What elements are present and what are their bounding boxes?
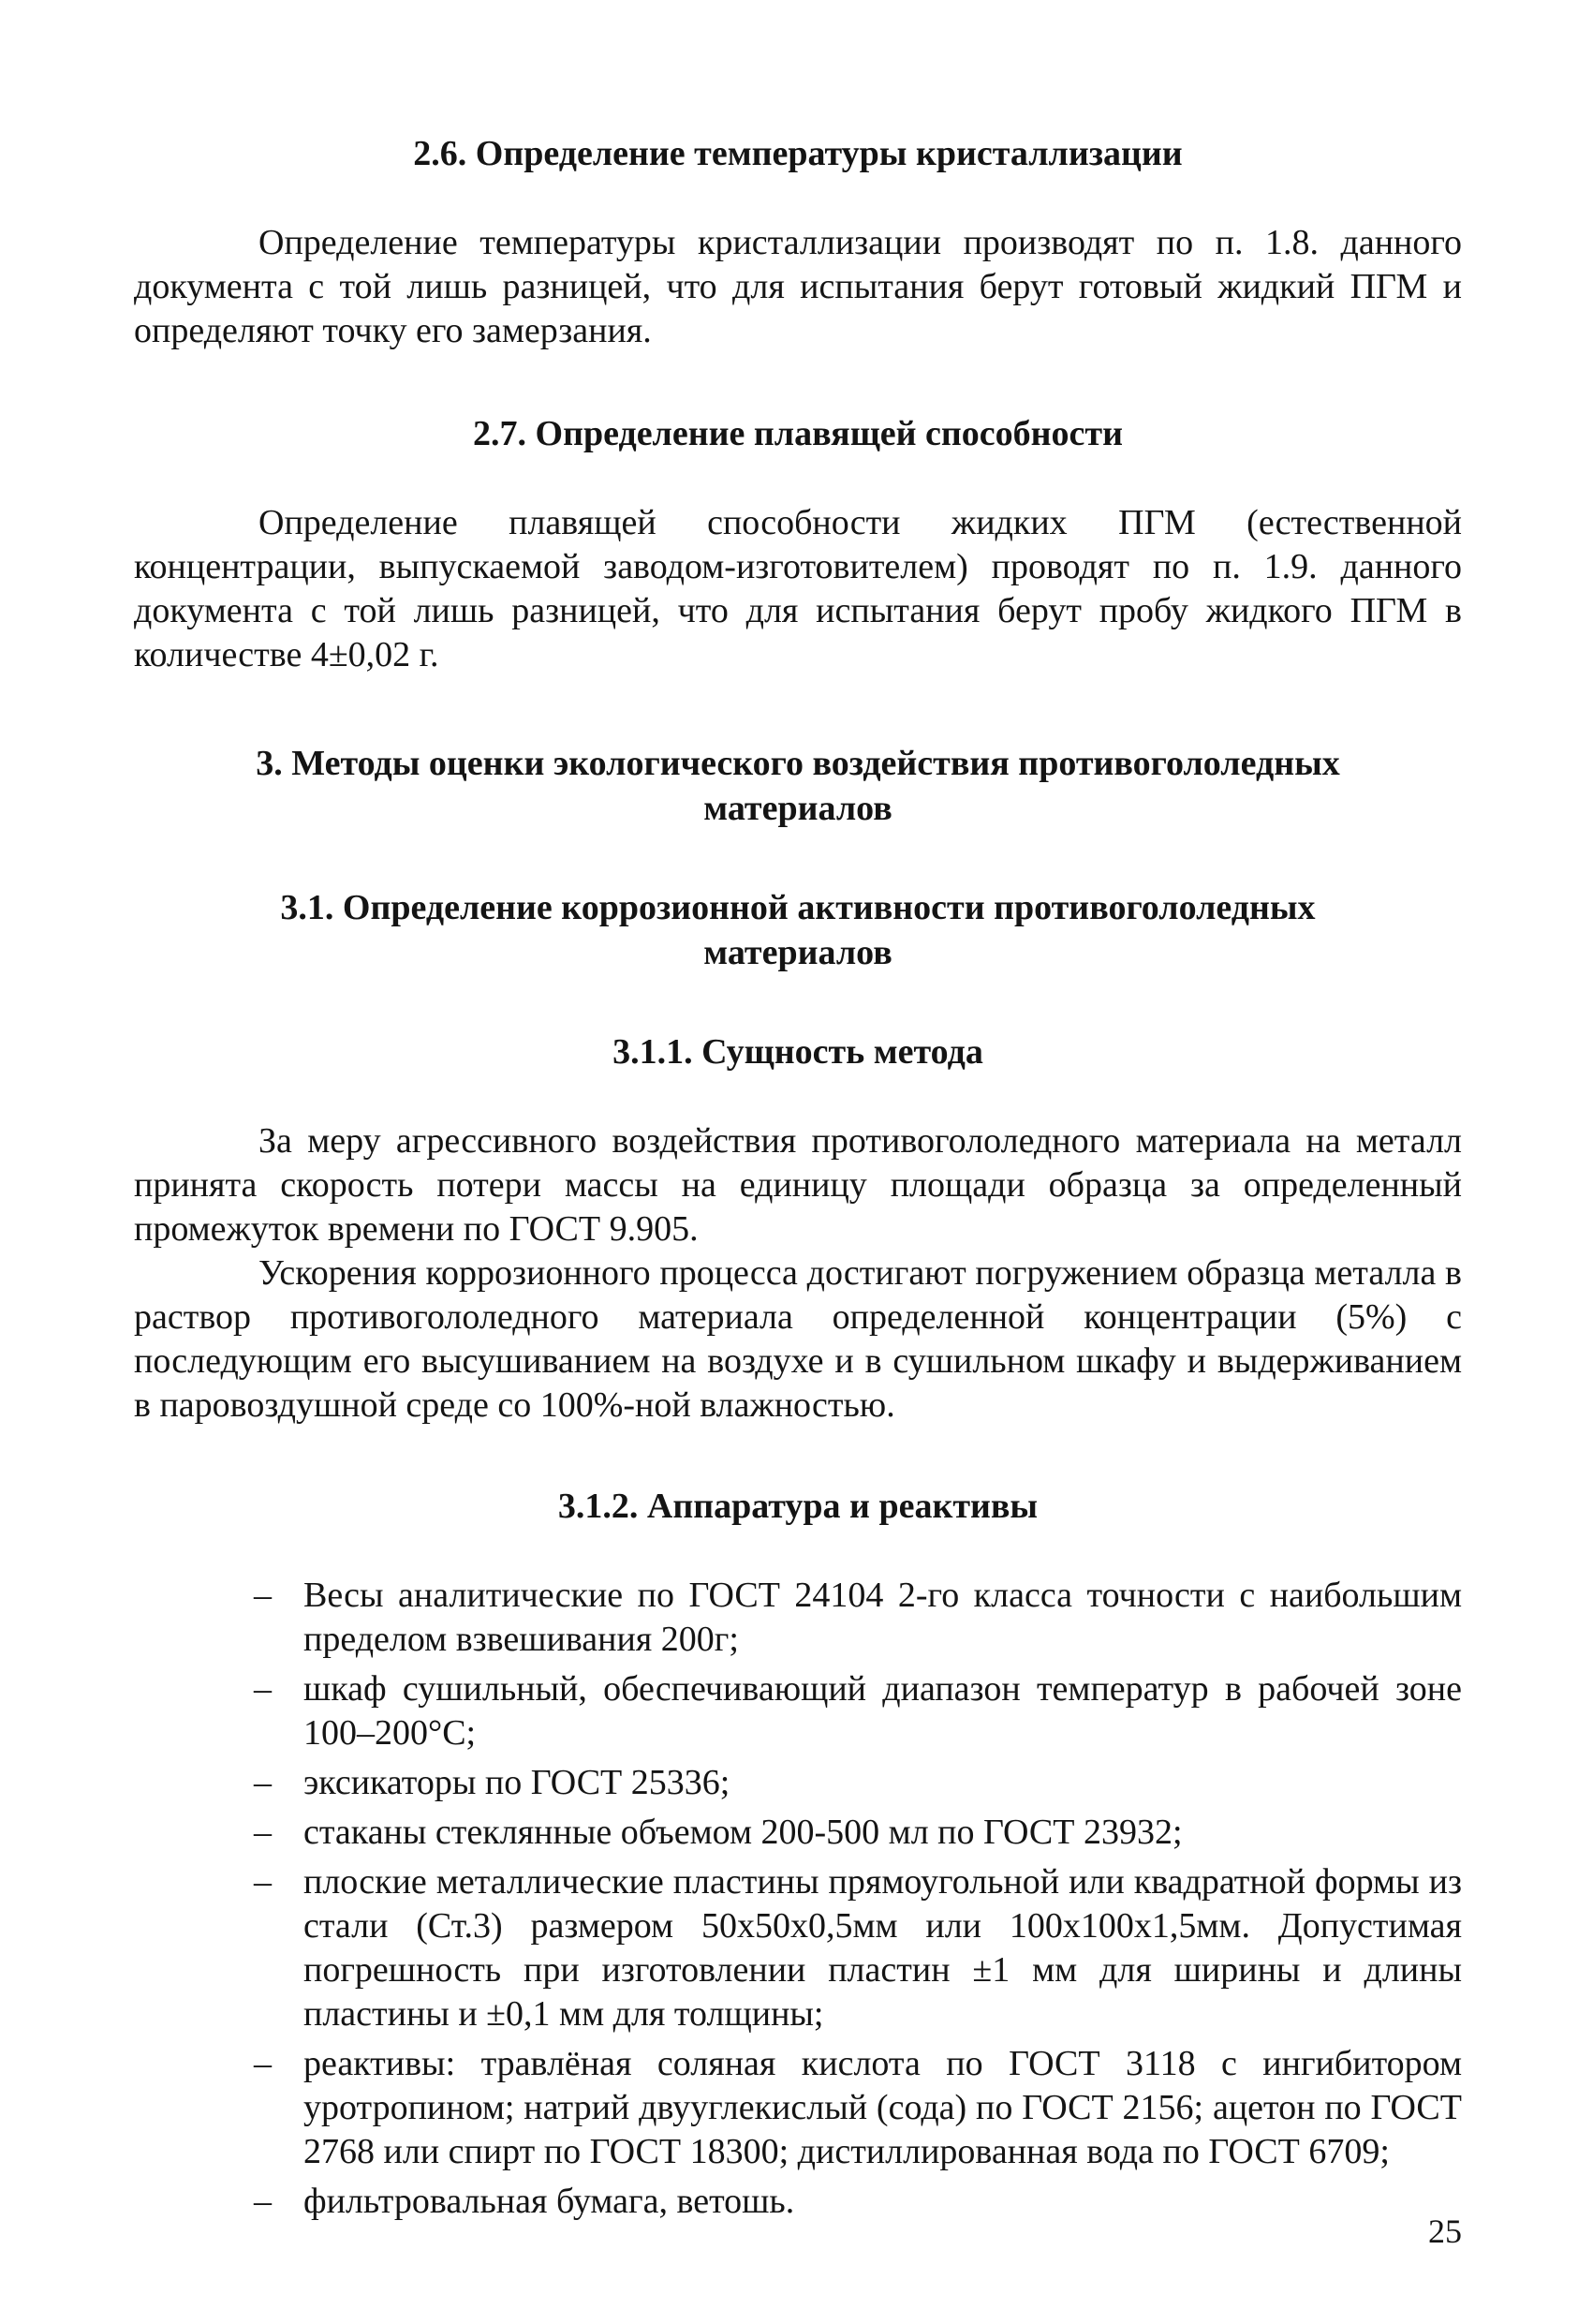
paragraph-3-1-1-a: За меру агрессивного воздействия противогололедного материала на металл принята скорость потери массы на единицу площади образца за определенный промежуток времени по ГОСТ 9.905. [134,1121,1462,1249]
list-item [134,2042,1462,2174]
list-item-text: реактивы: травлёная соляная кислота по ГОСТ 3118 с ингибитором уротропином; натрий двууглекислый (сода) по ГОСТ 2156; ацетон по ГОСТ 2768 или спирт по ГОСТ 18300; дистиллированная вода по ГОСТ 6709; [303,2044,1462,2171]
list-item [134,1761,1462,1805]
paragraph-3-1-1-b: Ускорения коррозионного процесса достигают погружением образца металла в раствор противогололедного материала определенной концентрации (5%) с последующим его высушиванием на воздухе и в сушильном шкафу и выдерживанием в паровоздушной среде со 100%-ной влажностью. [134,1253,1462,1425]
heading-3-1 [134,885,1462,975]
bullet-dash: – [254,2182,272,2221]
list-item-text: шкаф сушильный, обеспечивающий диапазон температур в рабочей зоне 100–200°С; [303,1669,1462,1753]
list-item-text: Весы аналитические по ГОСТ 24104 2-го класса точности с наибольшим пределом взвешивания 200г; [303,1576,1462,1659]
list-item [134,2180,1462,2224]
page-content [134,131,1462,2229]
bullet-dash: – [254,1669,272,1709]
list-item-text: фильтровальная бумага, ветошь. [303,2182,795,2221]
bullet-dash: – [254,1763,272,1802]
list-item-text: плоские металлические пластины прямоугольной или квадратной формы из стали (Ст.3) размером 50х50х0,5мм или 100х100х1,5мм. Допустимая погрешность при изготовлении пластин ±1 мм для ширины и длины пластины и ±0,1 мм для толщины; [303,1862,1462,2034]
bullet-dash: – [254,1813,272,1852]
heading-3-1-1: 3.1.1. Сущность метода [612,1032,983,1072]
heading-3 [134,741,1462,831]
heading-3-1-line-1: 3.1. Определение коррозионной активности противогололедных [280,888,1316,927]
list-item [134,1860,1462,2036]
list-item [134,1574,1462,1662]
bullet-dash: – [254,1862,272,1902]
heading-3-line-1: 3. Методы оценки экологического воздействия противогололедных [256,744,1340,783]
heading-2-6: 2.6. Определение температуры кристаллизации [413,134,1183,173]
paragraph-2-7: Определение плавящей способности жидких ПГМ (естественной концентрации, выпускаемой заводом-изготовителем) проводят по п. 1.9. данного документа с той лишь разницей, что для испытания берут пробу жидкого ПГМ в количестве 4±0,02 г. [134,503,1462,674]
bullet-dash: – [254,2044,272,2083]
heading-2-7: 2.7. Определение плавящей способности [473,414,1123,453]
equipment-list [134,1574,1462,2224]
list-item-text: стаканы стеклянные объемом 200-500 мл по ГОСТ 23932; [303,1813,1183,1852]
paragraph-2-6: Определение температуры кристаллизации производят по п. 1.8. данного документа с той лишь разницей, что для испытания берут готовый жидкий ПГМ и определяют точку его замерзания. [134,223,1462,350]
heading-3-1-2: 3.1.2. Аппаратура и реактивы [557,1487,1039,1526]
list-item-text: эксикаторы по ГОСТ 25336; [303,1763,730,1802]
bullet-dash: – [254,1576,272,1615]
heading-3-1-line-2: материалов [703,933,892,972]
heading-3-line-2: материалов [703,789,892,828]
page-number: 25 [1428,2213,1462,2250]
list-item [134,1667,1462,1755]
list-item [134,1811,1462,1855]
